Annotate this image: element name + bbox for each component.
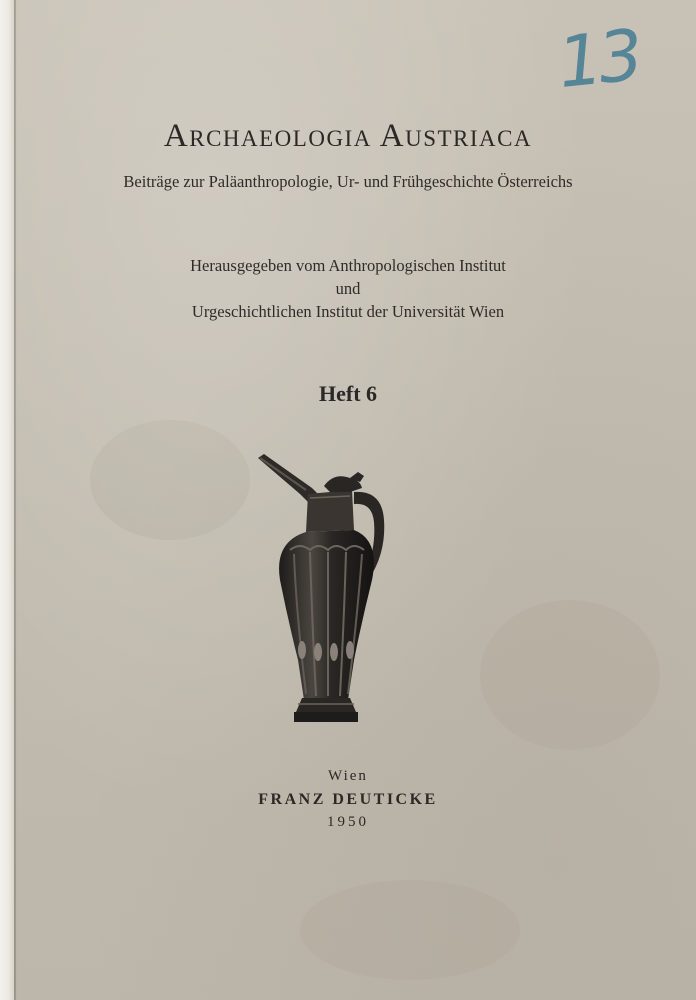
beaked-jug-illustration <box>250 450 400 730</box>
editor-line: Urgeschichtlichen Institut der Universität Wien <box>191 302 505 321</box>
paper-stain <box>480 600 660 750</box>
issue-number: Heft 6 <box>318 381 378 406</box>
cover-title: Archaeologia Austriaca <box>163 118 533 154</box>
paper-stain <box>90 420 250 540</box>
publication-place: Wien <box>328 768 368 784</box>
editor-block <box>0 254 696 323</box>
cover-subtitle: Beiträge zur Paläanthropologie, Ur- und Frühgeschichte Österreichs <box>123 172 573 191</box>
paper-stain <box>300 880 520 980</box>
handwritten-number: 13 <box>553 13 644 105</box>
publication-year: 1950 <box>327 814 369 830</box>
editor-line: Herausgegeben vom Anthropologischen Institut <box>190 256 506 275</box>
editor-line: und <box>335 279 361 298</box>
publisher-name: FRANZ DEUTICKE <box>258 791 438 808</box>
